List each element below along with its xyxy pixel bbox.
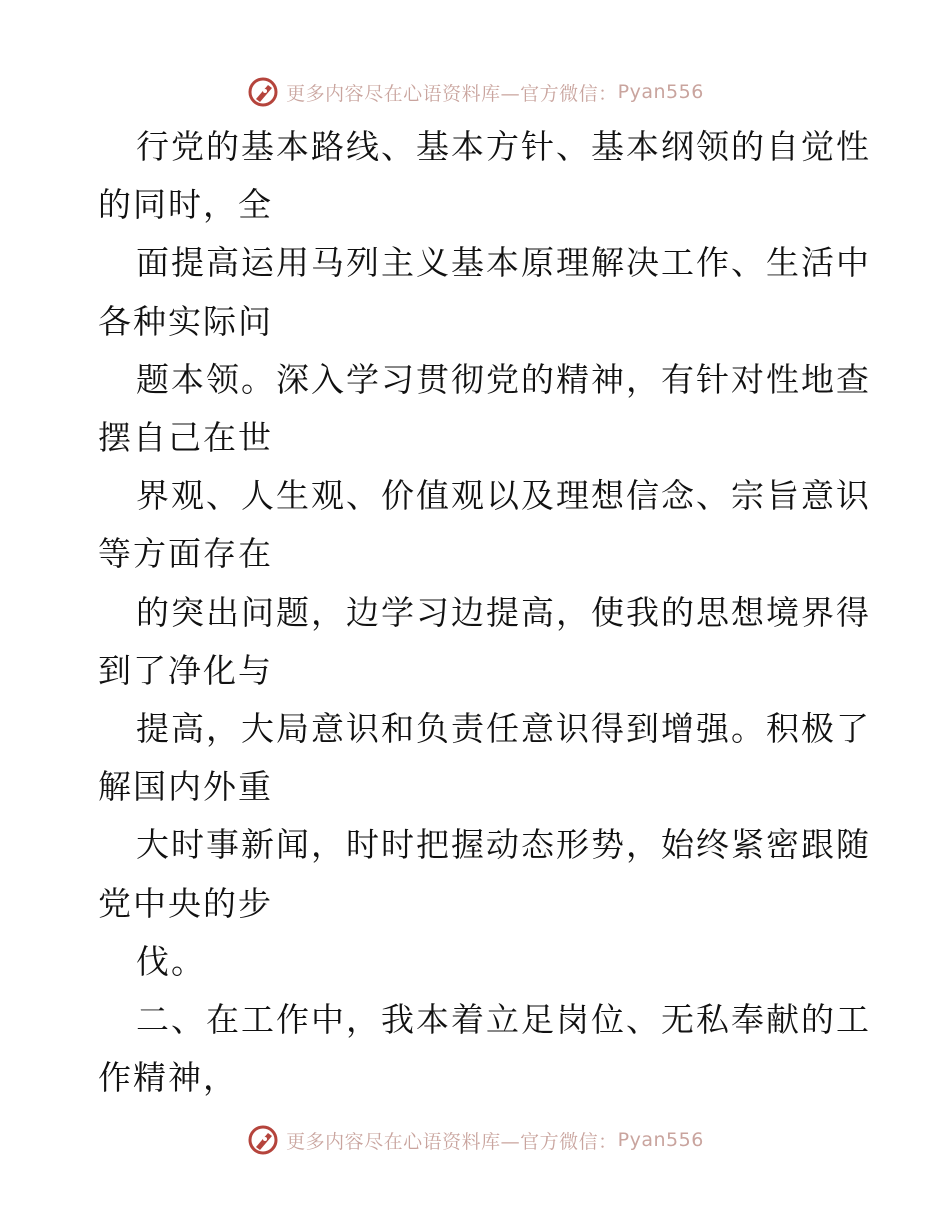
body-line: 提高，大局意识和负责任意识得到增强。积极了: [136, 709, 871, 749]
footer-banner: [0, 1120, 950, 1160]
body-line: 二、在工作中，我本着立足岗位、无私奉献的工: [136, 1000, 871, 1040]
header-banner-text: 更多内容尽在心语资料库—官方微信：: [286, 82, 618, 105]
body-line: 解国内外重: [98, 767, 273, 807]
footer-banner-text: 更多内容尽在心语资料库—官方微信：: [286, 1130, 618, 1153]
body-line: 行党的基本路线、基本方针、基本纲领的自觉性: [136, 127, 871, 166]
body-line: 各种实际问: [98, 301, 273, 341]
header-banner: [0, 72, 950, 112]
pen-nib-logo-icon: [246, 75, 280, 109]
body-line: 大时事新闻，时时把握动态形势，始终紧密跟随: [136, 825, 871, 865]
body-line: 面提高运用马列主义基本原理解决工作、生活中: [136, 243, 871, 283]
body-line: 界观、人生观、价值观以及理想信念、宗旨意识: [136, 476, 871, 516]
header-wechat-id: Pyan556: [617, 81, 704, 103]
footer-wechat-id: Pyan556: [617, 1129, 704, 1151]
body-line: 摆自己在世: [98, 418, 273, 458]
body-line: 到了净化与: [98, 650, 273, 690]
body-line: 等方面存在: [98, 534, 273, 574]
body-line: 的突出问题，边学习边提高，使我的思想境界得: [136, 592, 871, 632]
pen-nib-logo-icon: [246, 1123, 280, 1157]
document-body: [98, 118, 871, 1107]
body-line: 的同时，全: [98, 185, 273, 225]
body-line: 题本领。深入学习贯彻党的精神，有针对性地查: [136, 359, 871, 399]
body-line: 伐。: [136, 941, 206, 981]
body-line: 作精神，: [98, 1058, 238, 1098]
body-line: 党中央的步: [98, 883, 273, 923]
